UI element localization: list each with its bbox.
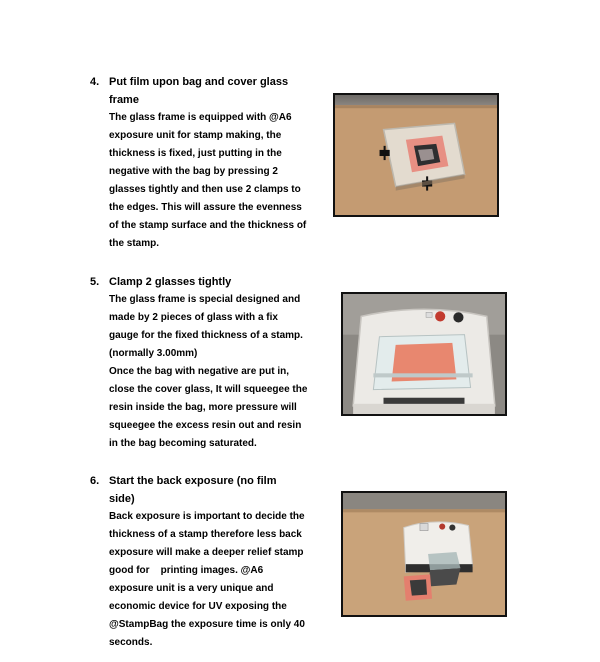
step-text-line: good for printing images. @A6 (109, 565, 264, 576)
step-number: 5. (90, 276, 100, 288)
step-title-line: frame (109, 94, 139, 106)
step-text-line: exposure will make a deeper relief stamp (109, 547, 304, 558)
back-exposure-photo (341, 491, 507, 617)
step-text-line: thickness of a stamp therefore less back (109, 529, 302, 540)
step-text-line: squeegee the excess resin out and resin (109, 420, 302, 431)
step-title-line: Put film upon bag and cover glass (109, 76, 289, 88)
step-text-line: The glass frame is equipped with @A6 (109, 112, 292, 123)
step-text-line: exposure unit for stamp making, the (109, 130, 282, 141)
step-text-line: resin inside the bag, more pressure will (109, 402, 297, 413)
step-text-line: the stamp. (109, 238, 160, 249)
step-title-line: Start the back exposure (no film (109, 475, 277, 487)
step-text-line: of the stamp surface and the thickness of (109, 220, 307, 231)
step-text-line: made by 2 pieces of glass with a fix (109, 312, 278, 323)
step-text-line: thickness is fixed, just putting in the (109, 148, 282, 159)
step-text-line: gauge for the fixed thickness of a stamp. (109, 330, 303, 341)
step-text-line: economic device for UV exposing the (109, 601, 287, 612)
step-title-line: side) (109, 493, 135, 505)
exposure-unit-photo (341, 292, 507, 416)
step-title-line: Clamp 2 glasses tightly (109, 276, 232, 288)
step-text-line: seconds. (109, 637, 153, 648)
step-text-line: glasses tightly and then use 2 clamps to (109, 184, 301, 195)
step-text-line: exposure unit is a very unique and (109, 583, 274, 594)
step-text-line: the edges. This will assure the evenness (109, 202, 302, 213)
step-text-line: Back exposure is important to decide the (109, 511, 305, 522)
step-text-line: close the cover glass, It will squeegee the (109, 384, 308, 395)
step-5 (90, 273, 330, 453)
glass-frame-photo (333, 93, 499, 217)
step-text-line: (normally 3.00mm) (109, 348, 198, 359)
step-4 (90, 73, 330, 253)
step-number: 4. (90, 76, 100, 88)
step-text-line: The glass frame is special designed and (109, 294, 301, 305)
step-text-line: negative with the bag by pressing 2 (109, 166, 278, 177)
step-text-line: Once the bag with negative are put in, (109, 366, 290, 377)
step-text-line: @StampBag the exposure time is only 40 (109, 619, 305, 630)
step-text-line: in the bag becoming saturated. (109, 438, 257, 449)
step-number: 6. (90, 475, 100, 487)
step-6 (90, 472, 330, 652)
